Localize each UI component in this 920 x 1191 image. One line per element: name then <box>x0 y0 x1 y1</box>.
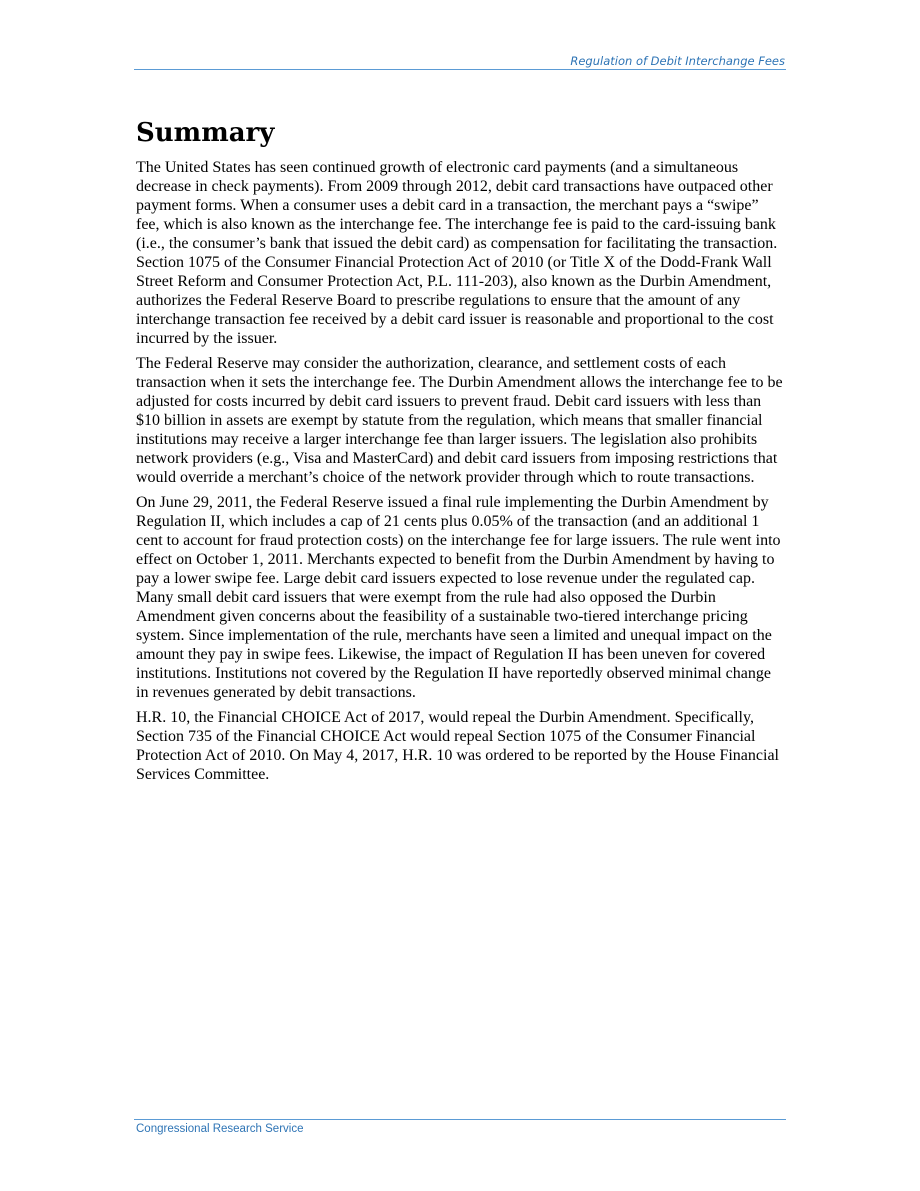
section-heading: Summary <box>136 118 275 148</box>
report-title: Regulation of Debit Interchange Fees <box>570 54 785 68</box>
running-header <box>134 52 786 70</box>
summary-paragraph-3: On June 29, 2011, the Federal Reserve issued a final rule implementing the Durbin Amendment by Regulation II, which includes a cap of 21 cents plus 0.05% of the transaction (and an additional 1 cent to account for fraud protection costs) on the interchange fee for large issuers. The rule went into effect on October 1, 2011. Merchants expected to benefit from the Durbin Amendment by having to pay a lower swipe fee. Large debit card issuers expected to lose revenue under the regulated cap. Many small debit card issuers that were exempt from the rule had also opposed the Durbin Amendment given concerns about the feasibility of a sustainable two-tiered interchange pricing system. Since implementation of the rule, merchants have seen a limited and unequal impact on the amount they pay in swipe fees. Likewise, the impact of Regulation II has been uneven for covered institutions. Institutions not covered by the Regulation II have reportedly observed minimal change in revenues generated by debit transactions. <box>136 494 781 702</box>
footer-organization: Congressional Research Service <box>136 1123 304 1135</box>
summary-section <box>136 118 784 790</box>
summary-paragraph-2: The Federal Reserve may consider the authorization, clearance, and settlement costs of each transaction when it sets the interchange fee. The Durbin Amendment allows the interchange fee to be adjusted for costs incurred by debit card issuers to prevent fraud. Debit card issuers with less than $10 billion in assets are exempt by statute from the regulation, which means that smaller financial institutions may receive a larger interchange fee than larger issuers. The legislation also prohibits network providers (e.g., Visa and MasterCard) and debit card issuers from imposing restrictions that would override a merchant’s choice of the network provider through which to route transactions. <box>136 355 783 487</box>
summary-paragraph-1: The United States has seen continued growth of electronic card payments (and a simultaneous decrease in check payments). From 2009 through 2012, debit card transactions have outpaced other payment forms. When a consumer uses a debit card in a transaction, the merchant pays a “swipe” fee, which is also known as the interchange fee. The interchange fee is paid to the card-issuing bank (i.e., the consumer’s bank that issued the debit card) as compensation for facilitating the transaction. Section 1075 of the Consumer Financial Protection Act of 2010 (or Title X of the Dodd-Frank Wall Street Reform and Consumer Protection Act, P.L. 111-203), also known as the Durbin Amendment, authorizes the Federal Reserve Board to prescribe regulations to ensure that the amount of any interchange transaction fee received by a debit card issuer is reasonable and proportional to the cost incurred by the issuer. <box>136 159 778 348</box>
summary-paragraph-4: H.R. 10, the Financial CHOICE Act of 2017, would repeal the Durbin Amendment. Specifically, Section 735 of the Financial CHOICE Act would repeal Section 1075 of the Consumer Financial Protection Act of 2010. On May 4, 2017, H.R. 10 was ordered to be reported by the House Financial Services Committee. <box>136 709 779 784</box>
running-footer <box>134 1119 786 1135</box>
